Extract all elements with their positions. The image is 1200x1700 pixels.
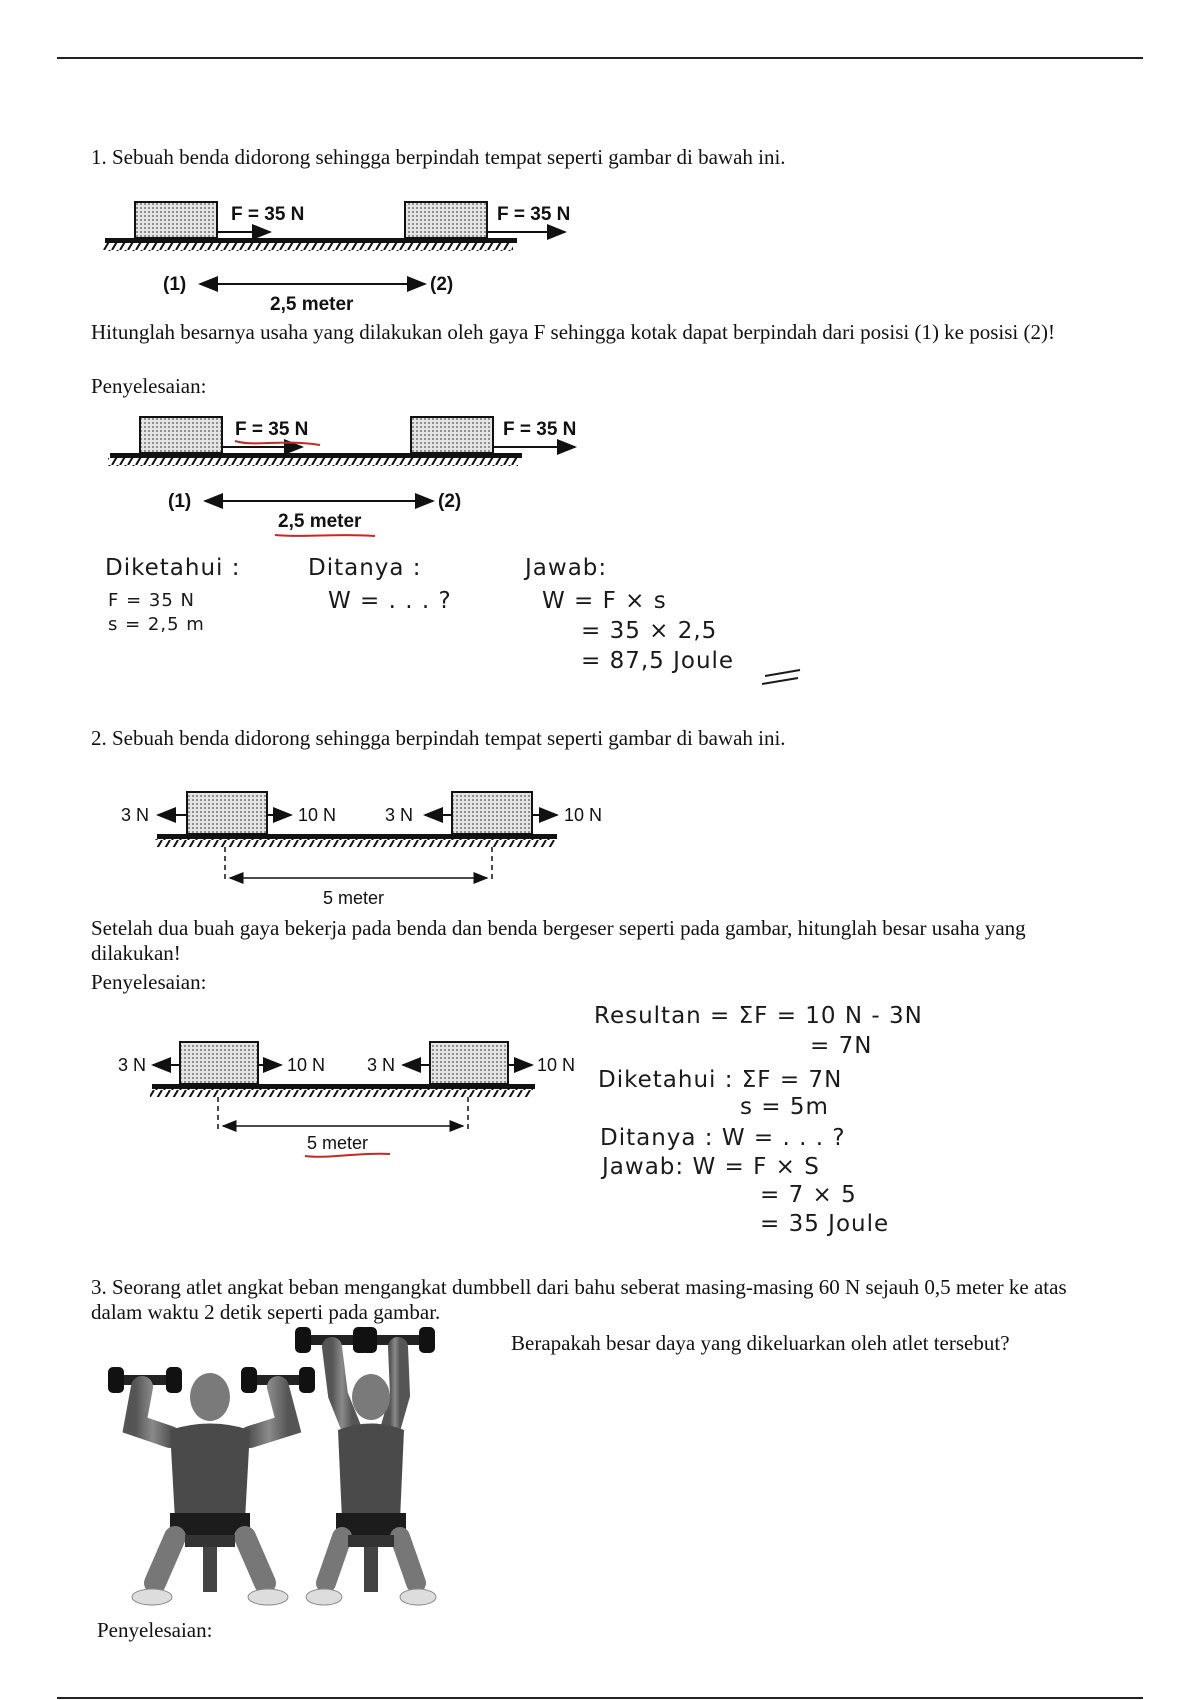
q1s-pos-label-2: (2) — [438, 491, 462, 512]
q1-box-1 — [135, 202, 217, 238]
q1-diagram — [95, 190, 615, 320]
q2-answer-2: = 7 × 5 — [760, 1182, 857, 1208]
q2-distance-label: 5 meter — [323, 888, 385, 908]
q1-pos-label-2: (2) — [430, 274, 454, 295]
q2s-right-force-1: 10 N — [287, 1055, 326, 1075]
q2s-ground — [152, 1084, 535, 1089]
q2-right-force-2: 10 N — [564, 805, 603, 825]
q2-resultant-1: Resultan = ΣF = 10 N - 3N — [594, 1003, 923, 1029]
q2-asked: Ditanya : W = . . . ? — [600, 1125, 846, 1151]
q2-known-2: s = 5m — [740, 1094, 829, 1120]
q2s-distance-label: 5 meter — [307, 1133, 369, 1153]
q1-answer-2: = 35 × 2,5 — [581, 618, 718, 644]
q1s-force-label-2: F = 35 N — [503, 419, 577, 440]
q1s-pos-label-1: (1) — [168, 491, 192, 512]
q1-known-s: s = 2,5 m — [108, 614, 205, 635]
q2s-ground-hatch — [150, 1089, 533, 1097]
q1s-ground — [110, 453, 522, 458]
q1-instruction: Hitunglah besarnya usaha yang dilakukan oleh gaya F sehingga kotak dapat berpindah dari posisi (1) ke posisi (2)! — [91, 320, 1056, 344]
q2-question: 2. Sebuah benda didorong sehingga berpindah tempat seperti gambar di bawah ini. — [91, 726, 786, 750]
q1-force-label-2: F = 35 N — [497, 204, 571, 225]
q3-athlete-illustration — [100, 1325, 480, 1615]
q3-question: 3. Seorang atlet angkat beban mengangkat dumbbell dari bahu seberat masing-masing 60 N sejauh 0,5 meter ke atas dalam waktu 2 detik seperti pada gambar. — [91, 1275, 1067, 1324]
q1-handwritten-work — [100, 550, 1100, 695]
q1-pos-label-1: (1) — [163, 274, 187, 295]
q2s-box-1 — [180, 1042, 258, 1084]
q2-ground — [157, 834, 557, 839]
q1-solution-diagram — [95, 405, 615, 540]
q1s-box-1 — [140, 417, 222, 453]
q1-known-title: Diketahui : — [105, 555, 241, 581]
q1-answer-title: Jawab: — [525, 555, 608, 581]
q1-answer-1: W = F × s — [542, 588, 667, 614]
q1-asked: W = . . . ? — [328, 588, 452, 614]
q1-distance-label: 2,5 meter — [270, 294, 354, 315]
q2-ground-hatch — [155, 839, 555, 847]
q2-answer-3: = 35 Joule — [760, 1211, 890, 1237]
q1-solution-label: Penyelesaian: — [91, 374, 207, 398]
q1-answer-double-underline — [762, 670, 800, 684]
q1-ground — [105, 238, 517, 243]
q1s-force-label-1: F = 35 N — [235, 419, 309, 440]
q2s-right-force-2: 10 N — [537, 1055, 576, 1075]
q2-instruction: Setelah dua buah gaya bekerja pada benda dan benda bergeser seperti pada gambar, hitunglah besar usaha yang dilakukan! — [91, 916, 1026, 965]
q1s-underline-distance — [275, 535, 375, 536]
q3-ask: Berapakah besar daya yang dikeluarkan oleh atlet tersebut? — [511, 1331, 1010, 1355]
q1s-ground-hatch — [108, 458, 518, 466]
q1-asked-title: Ditanya : — [308, 555, 422, 581]
q2s-box-2 — [430, 1042, 508, 1084]
q2-right-force-1: 10 N — [298, 805, 337, 825]
q1s-distance-label: 2,5 meter — [278, 511, 362, 532]
q1s-box-2 — [411, 417, 493, 453]
q3-solution-label: Penyelesaian: — [97, 1618, 213, 1642]
athlete-start-pose — [108, 1367, 315, 1605]
q1-force-label-1: F = 35 N — [231, 204, 305, 225]
q2s-left-force-1: 3 N — [118, 1055, 147, 1075]
q2s-underline-distance — [305, 1154, 390, 1157]
q1-answer-3: = 87,5 Joule — [581, 648, 735, 674]
q1-box-2 — [405, 202, 487, 238]
q2-answer-1: Jawab: W = F × S — [602, 1154, 820, 1180]
q2-diagram — [115, 790, 635, 910]
q2s-left-force-2: 3 N — [367, 1055, 396, 1075]
q2-solution-diagram — [115, 1040, 595, 1160]
q2-handwritten-work — [592, 995, 1112, 1245]
bottom-rule — [57, 1697, 1143, 1699]
q1-known-f: F = 35 N — [108, 590, 195, 611]
q2-resultant-2: = 7N — [810, 1033, 873, 1059]
athlete-end-pose — [295, 1327, 436, 1605]
top-rule — [57, 57, 1143, 59]
q2-solution-label: Penyelesaian: — [91, 970, 207, 994]
q2-left-force-2: 3 N — [385, 805, 414, 825]
q2-left-force-1: 3 N — [121, 805, 150, 825]
q2-known-1: Diketahui : ΣF = 7N — [598, 1067, 843, 1093]
q1s-underline-force — [235, 441, 320, 445]
q1-ground-hatch — [103, 243, 513, 251]
q2-box-2 — [452, 792, 532, 834]
q1-question: 1. Sebuah benda didorong sehingga berpindah tempat seperti gambar di bawah ini. — [91, 145, 786, 169]
q2-box-1 — [187, 792, 267, 834]
